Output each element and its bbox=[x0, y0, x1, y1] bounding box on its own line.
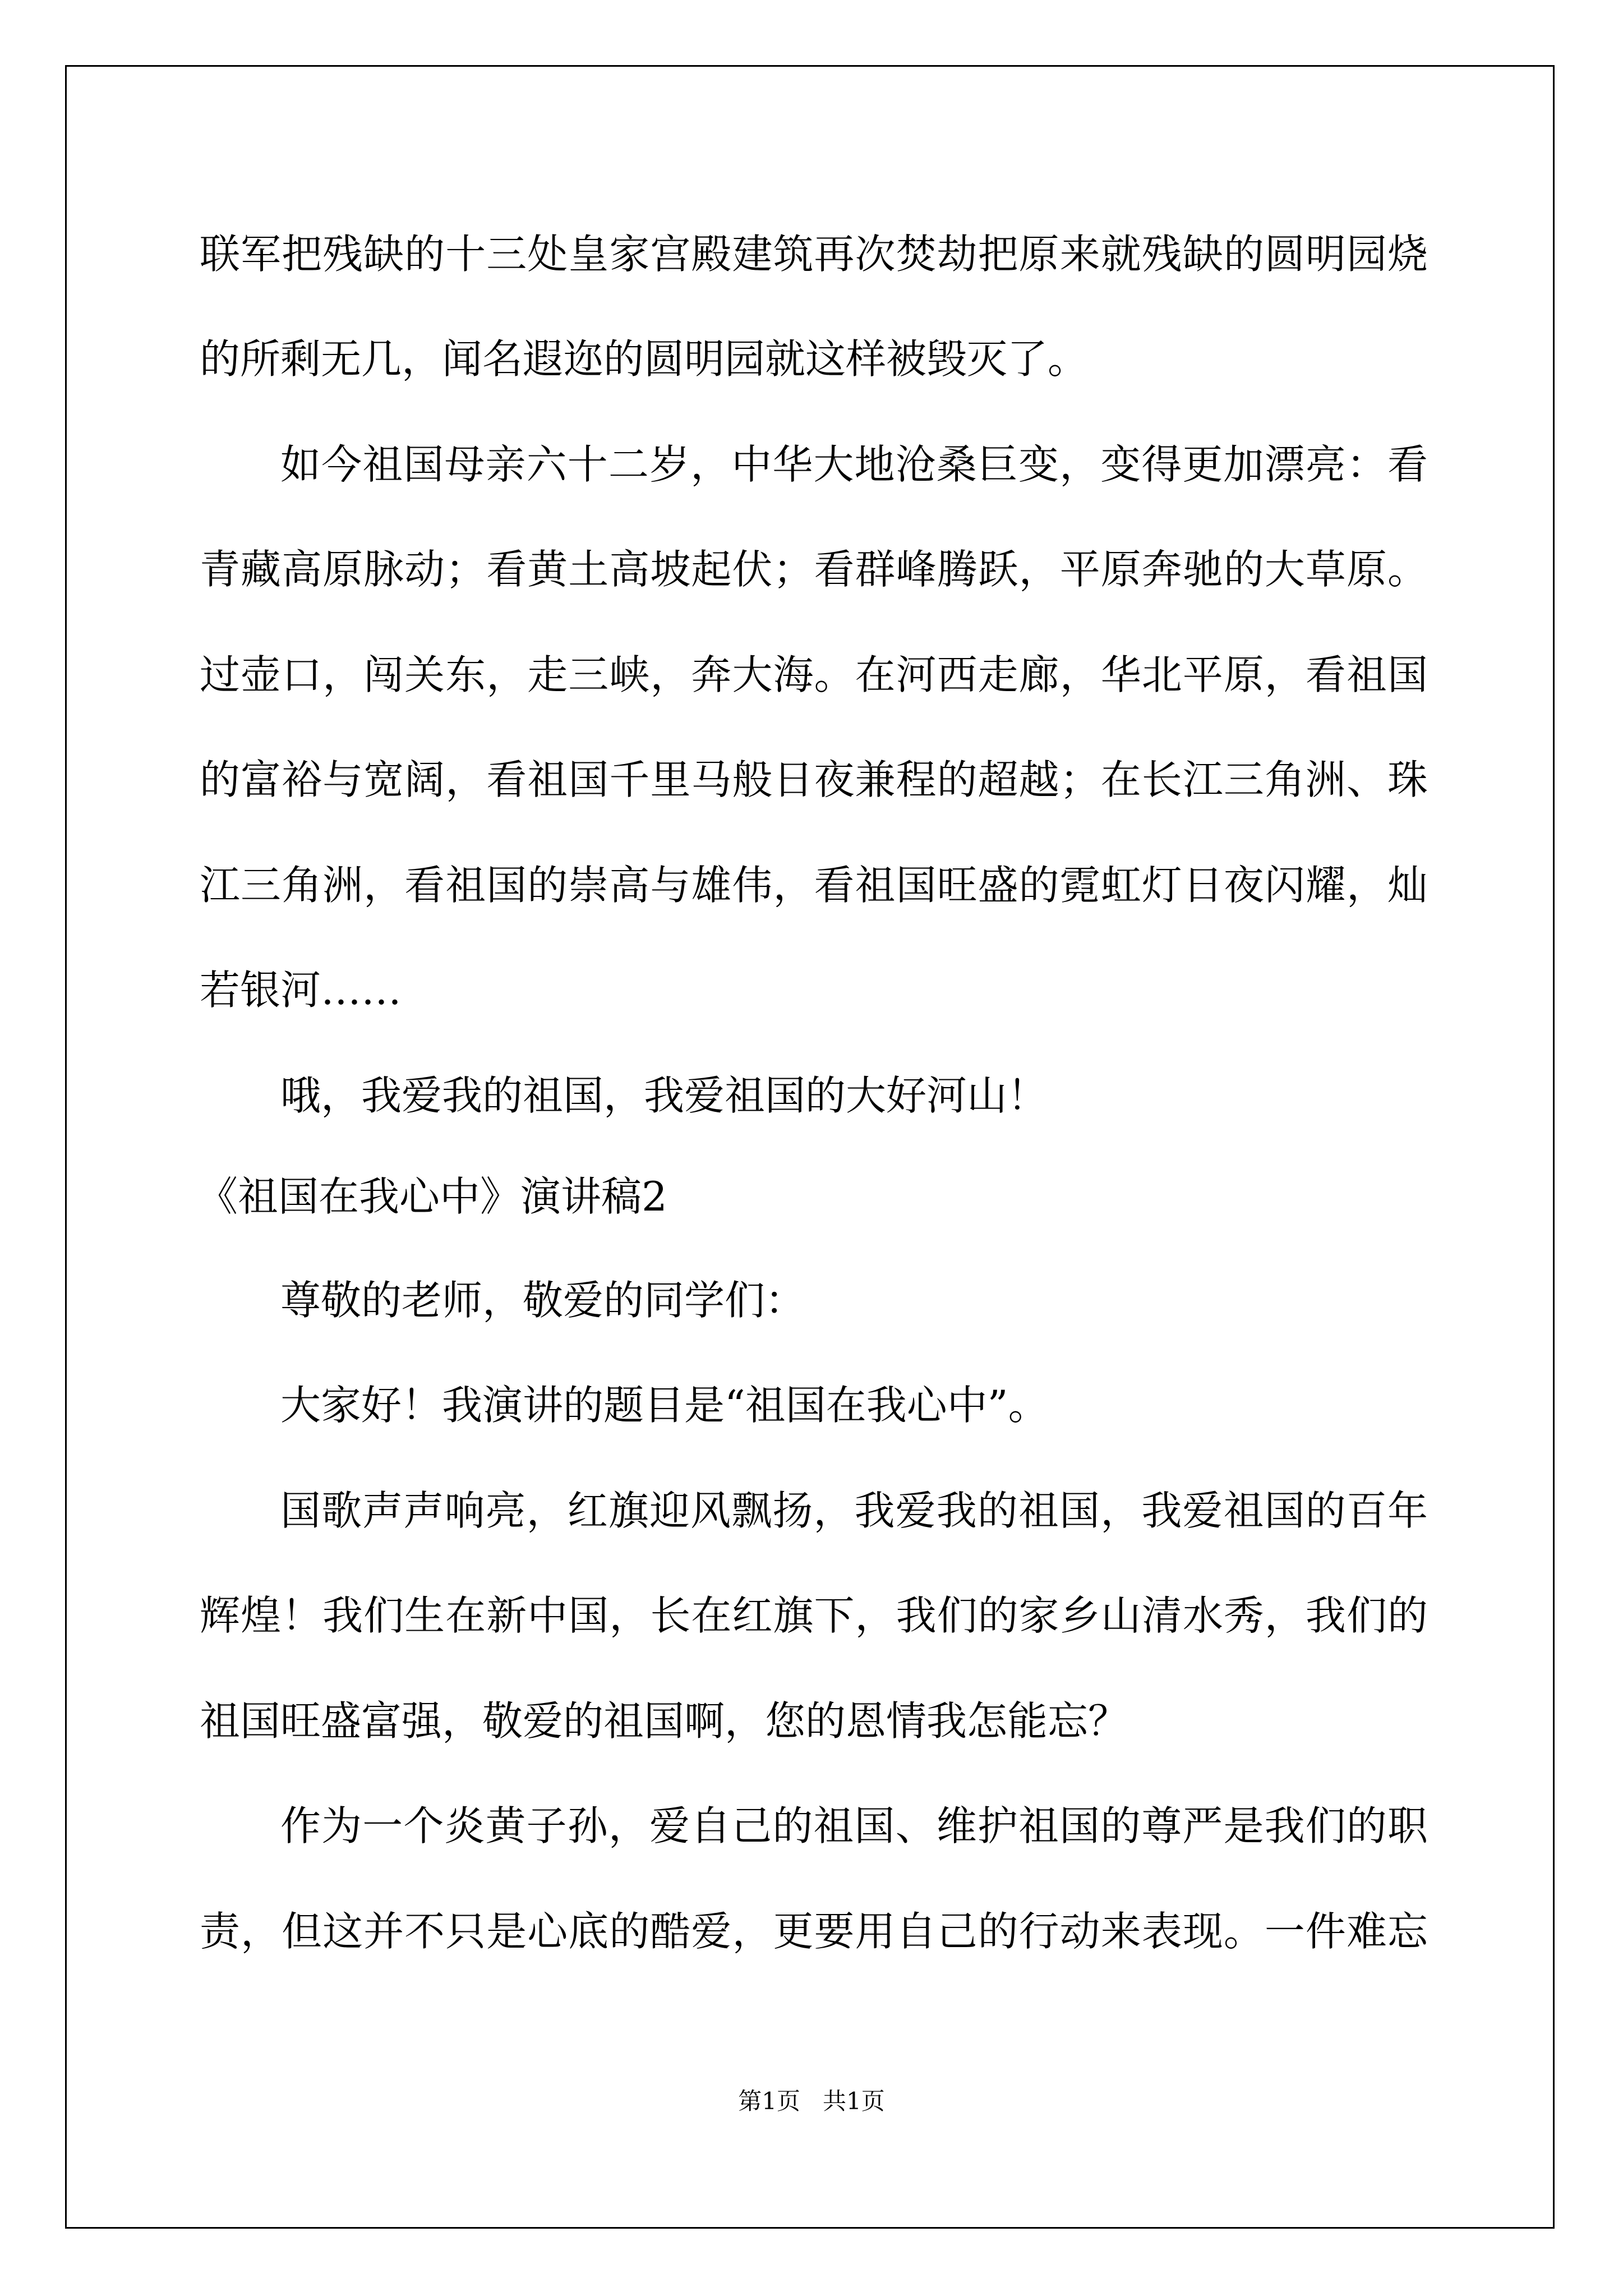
page-footer: 第1页 共1页 bbox=[738, 2087, 885, 2115]
paragraph-first-line: 国歌声声响亮，红旗迎风飘扬，我爱我的祖国，我爱祖国的百年 bbox=[280, 1487, 1428, 1534]
paragraph-first-line: 哦，我爱我的祖国，我爱祖国的大好河山！ bbox=[280, 1072, 1048, 1119]
greeting-line: 尊敬的老师，敬爱的同学们： bbox=[280, 1277, 806, 1324]
text-line: 辉煌！我们生在新中国，长在红旗下，我们的家乡山清水秀，我们的 bbox=[200, 1592, 1428, 1639]
text-line: 的富裕与宽阔，看祖国千里马般日夜兼程的超越；在长江三角洲、珠 bbox=[200, 756, 1428, 803]
text-line: 江三角洲，看祖国的崇高与雄伟，看祖国旺盛的霓虹灯日夜闪耀，灿 bbox=[200, 862, 1428, 909]
paragraph-first-line: 作为一个炎黄子孙，爱自己的祖国、维护祖国的尊严是我们的职 bbox=[280, 1802, 1428, 1849]
paragraph-first-line: 如今祖国母亲六十二岁，中华大地沧桑巨变，变得更加漂亮：看 bbox=[280, 441, 1428, 488]
text-line: 责，但这并不只是心底的酷爱，更要用自己的行动来表现。一件难忘 bbox=[200, 1908, 1428, 1955]
text-line: 过壶口，闯关东，走三峡，奔大海。在河西走廊，华北平原，看祖国 bbox=[200, 651, 1428, 698]
text-line: 青藏高原脉动；看黄土高坡起伏；看群峰腾跃，平原奔驰的大草原。 bbox=[200, 546, 1428, 593]
text-line: 的所剩无几，闻名遐迩的圆明园就这样被毁灭了。 bbox=[200, 335, 1089, 383]
text-line: 联军把残缺的十三处皇家宫殿建筑再次焚劫把原来就残缺的圆明园烧 bbox=[200, 231, 1428, 278]
text-line: 若银河…… bbox=[200, 967, 402, 1014]
text-line: 祖国旺盛富强，敬爱的祖国啊，您的恩情我怎能忘？ bbox=[200, 1697, 1129, 1745]
paragraph-first-line: 大家好！我演讲的题目是“祖国在我心中”。 bbox=[280, 1382, 1049, 1429]
section-title: 《祖国在我心中》演讲稿2 bbox=[197, 1173, 667, 1220]
